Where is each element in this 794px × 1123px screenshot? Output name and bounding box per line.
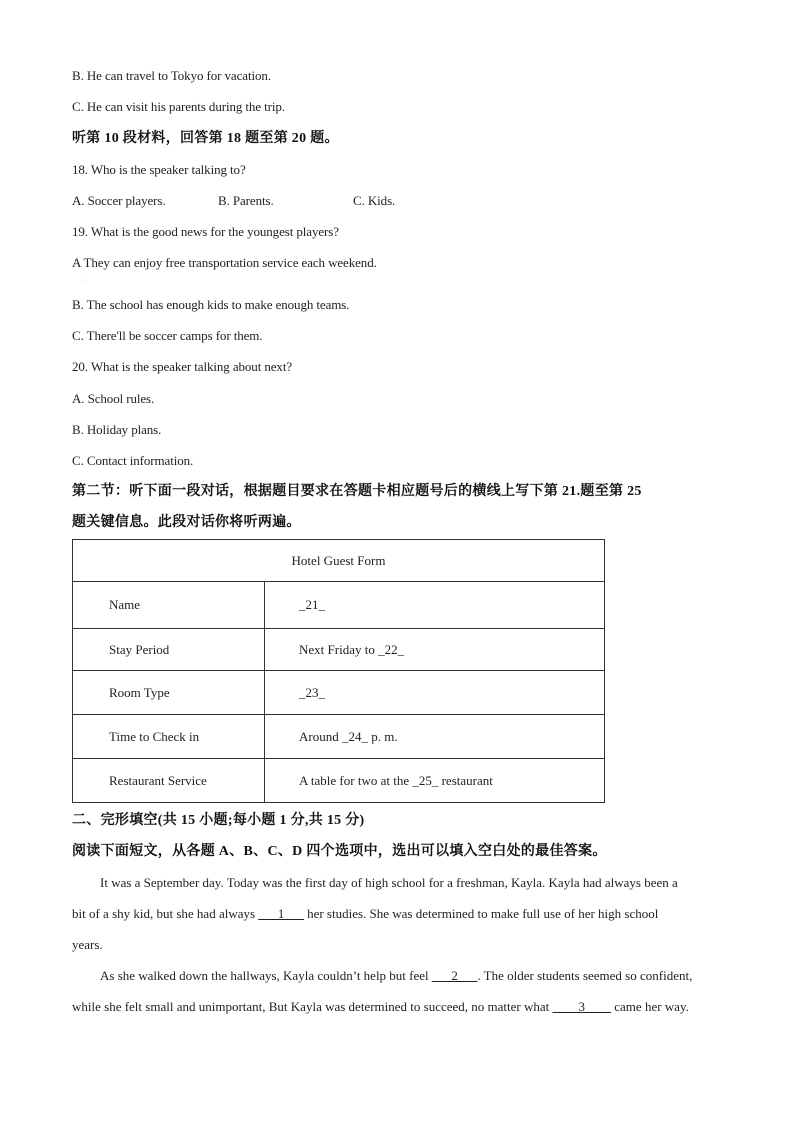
form-label-room-type: Room Type — [73, 671, 265, 715]
form-title: Hotel Guest Form — [73, 540, 605, 582]
form-row — [73, 759, 605, 803]
form-row — [73, 629, 605, 671]
form-label-stay-period: Stay Period — [73, 629, 265, 671]
form-label-check-in: Time to Check in — [73, 715, 265, 759]
q19-option-c: C. There'll be soccer camps for them. — [72, 328, 263, 343]
passage-p1-line1: It was a September day. Today was the first day of high school for a freshman, Kayla. Kayla had always been a — [100, 875, 678, 890]
q17-option-b: B. He can travel to Tokyo for vacation. — [72, 68, 271, 83]
q20-option-a: A. School rules. — [72, 391, 155, 406]
form-value-room-type: _23_ — [265, 671, 605, 715]
part2-heading-line1: 第二节：听下面一段对话，根据题目要求在答题卡相应题号后的横线上写下第 21.题至第 25 — [72, 484, 642, 499]
q17-option-c: C. He can visit his parents during the trip. — [72, 99, 285, 114]
blank-1: ___1___ — [258, 906, 304, 921]
q18-option-c: C. Kids. — [353, 193, 396, 208]
passage-text: bit of a shy kid, but she had always — [72, 906, 259, 921]
form-value-check-in: Around _24_ p. m. — [265, 715, 605, 759]
blank-2: ___2___ — [431, 968, 478, 983]
form-value-name: _21_ — [265, 582, 605, 629]
q19-option-a: A They can enjoy free transportation service each weekend. — [72, 255, 377, 270]
form-value-restaurant: A table for two at the _25_ restaurant — [265, 759, 605, 803]
passage-text: came her way. — [611, 999, 689, 1014]
q18-question: 18. Who is the speaker talking to? — [72, 162, 246, 177]
form-label-name: Name — [73, 582, 265, 629]
passage-text: her studies. She was determined to make full use of her high school — [303, 906, 659, 921]
q19-question: 19. What is the good news for the youngest players? — [72, 224, 339, 239]
passage-text: while she felt small and unimportant, But Kayla was determined to succeed, no matter what — [72, 999, 553, 1014]
form-label-restaurant: Restaurant Service — [73, 759, 265, 803]
part2-heading-line2: 题关键信息。此段对话你将听两遍。 — [72, 515, 301, 530]
passage-p2-line1 — [100, 967, 724, 985]
form-value-stay-period: Next Friday to _22_ — [265, 629, 605, 671]
q20-question: 20. What is the speaker talking about next? — [72, 359, 293, 374]
q19-option-b: B. The school has enough kids to make enough teams. — [72, 297, 350, 312]
stray-dot: · — [82, 278, 84, 284]
passage-p2-line2 — [72, 998, 724, 1016]
section10-heading: 听第 10 段材料，回答第 18 题至第 20 题。 — [72, 131, 339, 146]
form-row — [73, 671, 605, 715]
form-row — [73, 715, 605, 759]
q20-option-b: B. Holiday plans. — [72, 422, 162, 437]
form-row — [73, 582, 605, 629]
passage — [72, 874, 724, 1014]
passage-text: As she walked down the hallways, Kayla couldn’t help but feel — [100, 968, 432, 983]
cloze-instruction: 阅读下面短文，从各题 A、B、C、D 四个选项中，选出可以填入空白处的最佳答案。 — [72, 844, 607, 859]
passage-p1-line3: years. — [72, 937, 103, 952]
blank-3: ____3____ — [552, 999, 612, 1014]
passage-p1-line2 — [72, 905, 724, 923]
q18-option-a: A. Soccer players. — [72, 193, 166, 208]
q18-option-b: B. Parents. — [218, 193, 274, 208]
q20-option-c: C. Contact information. — [72, 453, 194, 468]
q18-options — [72, 192, 395, 210]
cloze-heading: 二、完形填空(共 15 小题;每小题 1 分,共 15 分) — [72, 813, 365, 828]
hotel-guest-form — [72, 539, 605, 803]
passage-text: . The older students seemed so confident, — [477, 968, 693, 983]
